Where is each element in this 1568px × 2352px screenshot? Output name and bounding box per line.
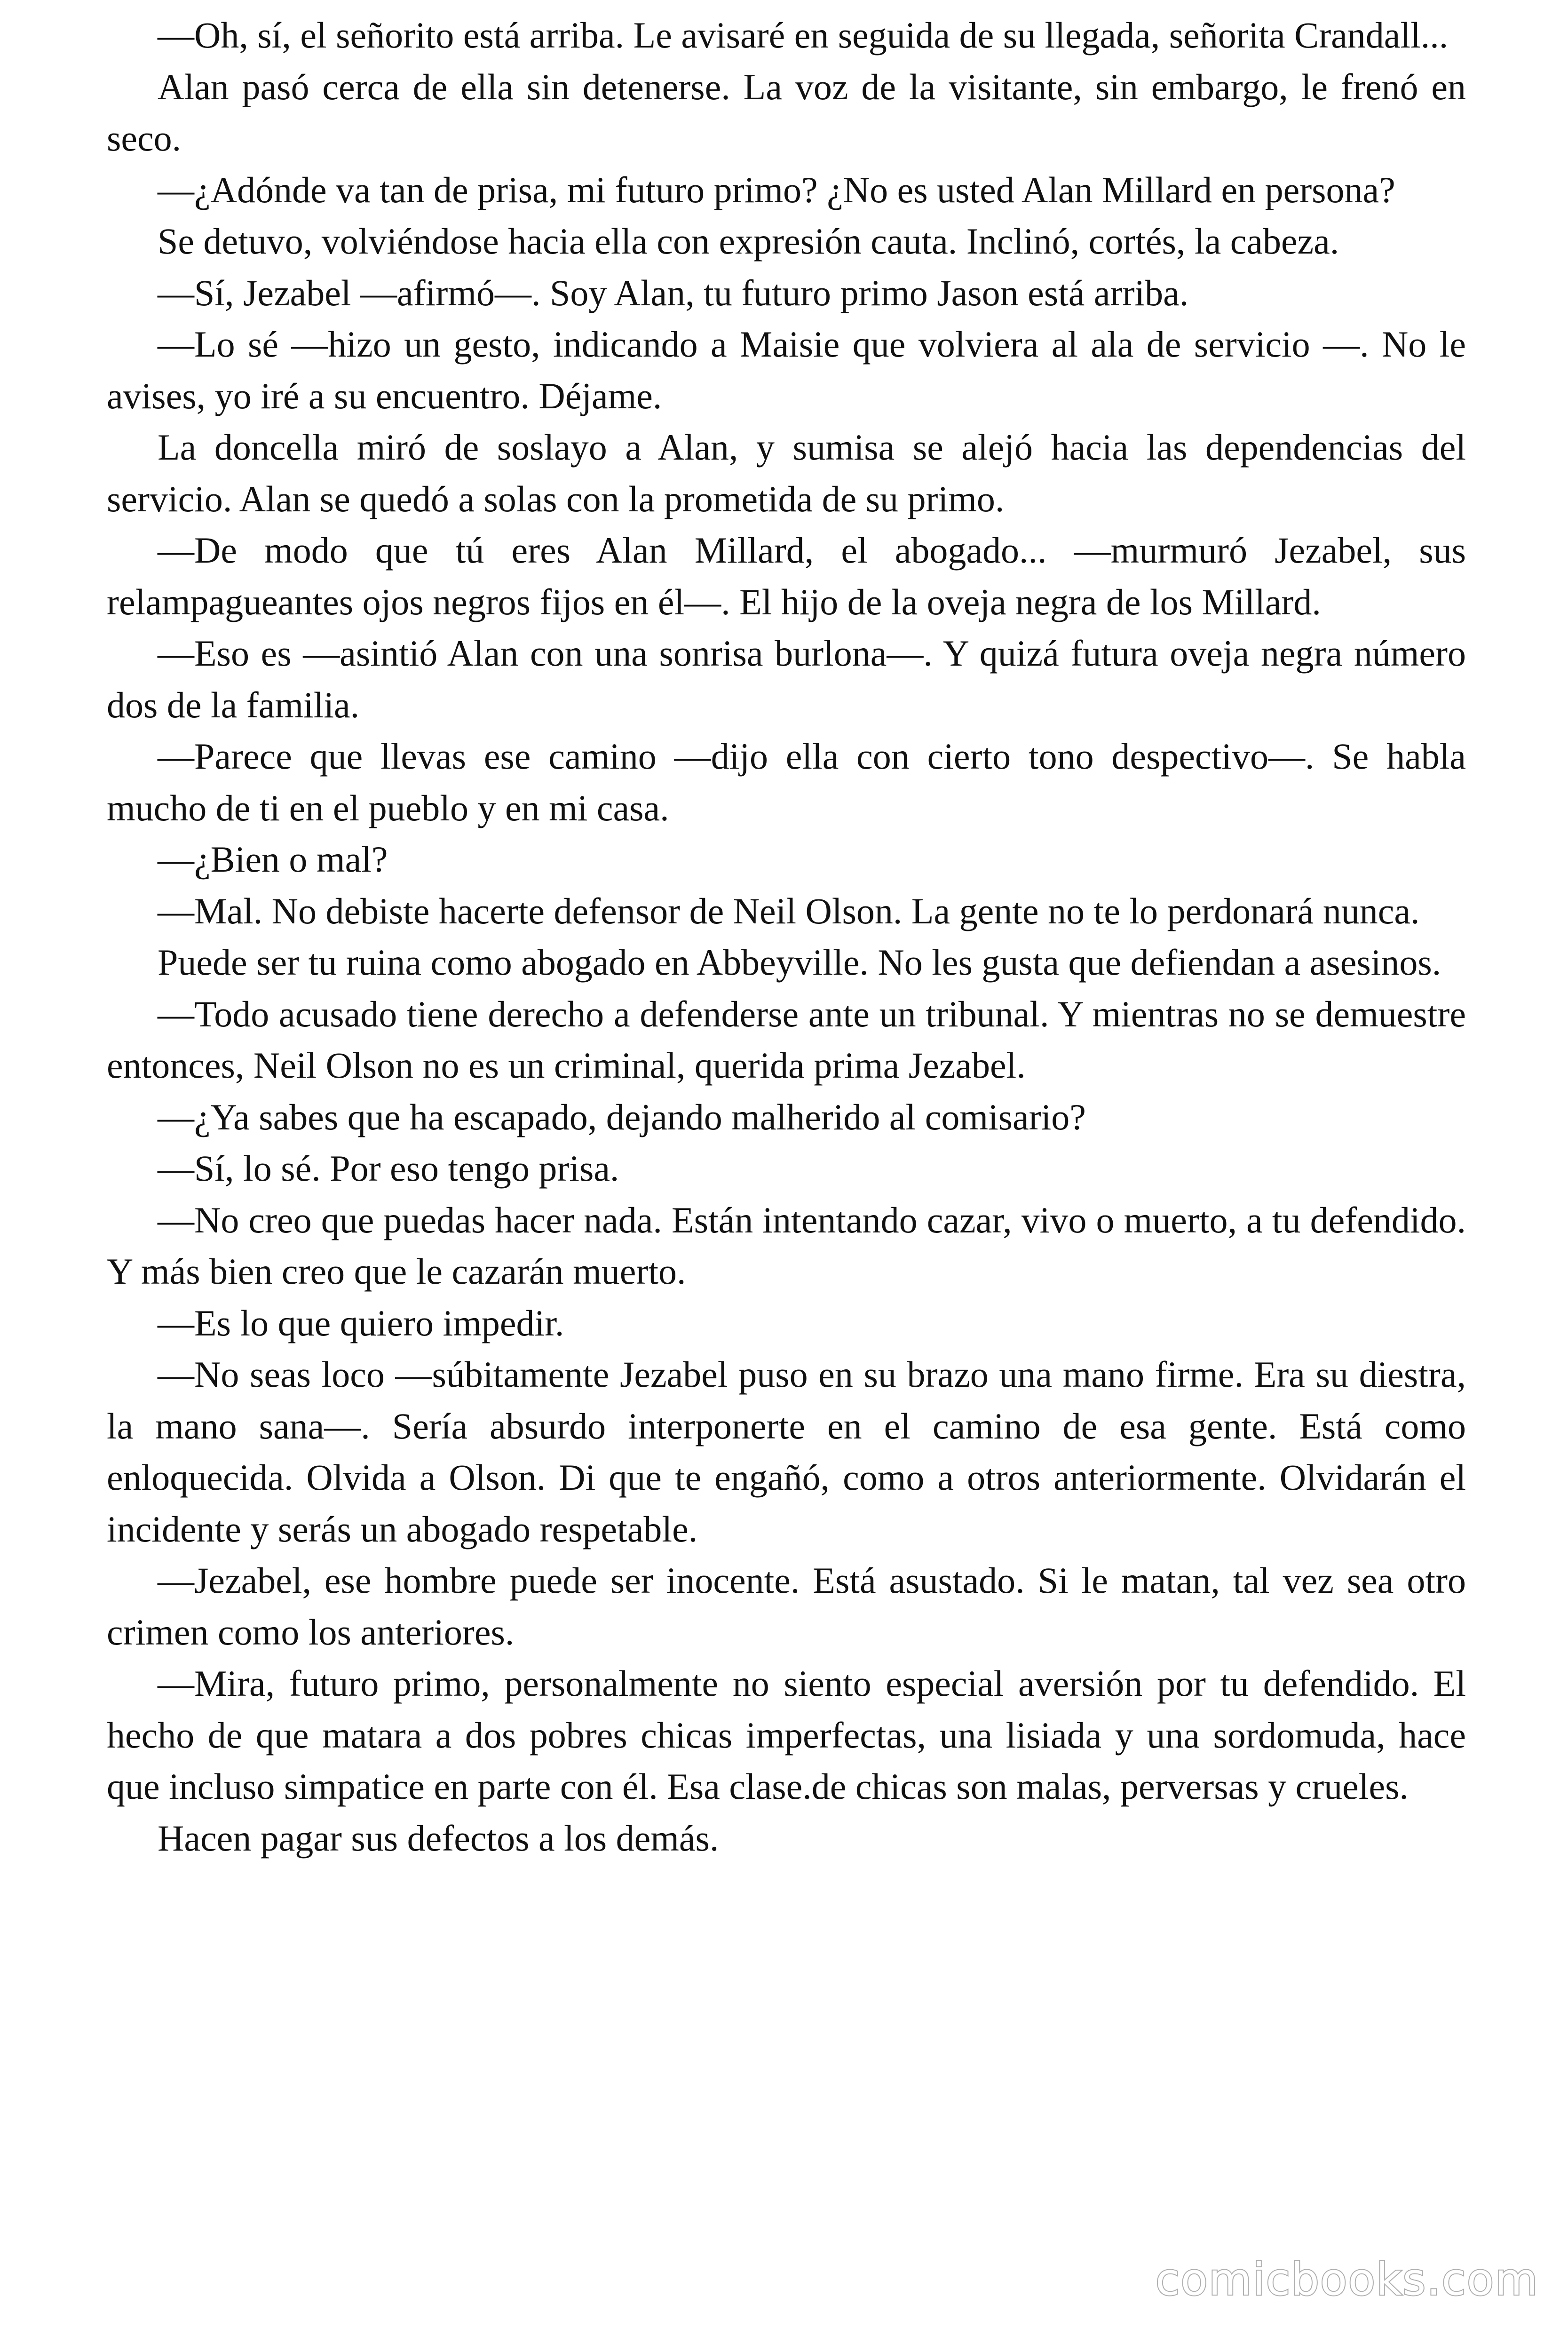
paragraph: —No seas loco —súbitamente Jezabel puso en su brazo una mano firme. Era su diestra, la mano sana—. Sería absurdo interponerte en el camino de esa gente. Está como enloquecida. Olvida a Olson. Di que te engañó, como a otros anteriormente. Olvidarán el incidente y serás un abogado respetable. — [107, 1354, 1466, 1549]
paragraph: —¿Ya sabes que ha escapado, dejando malherido al comisario? — [158, 1096, 1086, 1137]
paragraph: La doncella miró de soslayo a Alan, y sumisa se alejó hacia las dependencias del servicio. Alan se quedó a solas con la prometida de su primo. — [107, 427, 1466, 519]
paragraph: —Parece que llevas ese camino —dijo ella con cierto tono despectivo—. Se habla mucho de ti en el pueblo y en mi casa. — [107, 736, 1466, 828]
paragraph: —¿Bien o mal? — [158, 839, 388, 880]
paragraph: —Mira, futuro primo, personalmente no siento especial aversión por tu defendido. El hecho de que matara a dos pobres chicas imperfectas, una lisiada y una sordomuda, hace que incluso simpatice en parte con él. Esa clase.de chicas son malas, perversas y crueles. — [107, 1663, 1466, 1807]
paragraph: —¿Adónde va tan de prisa, mi futuro primo? ¿No es usted Alan Millard en persona? — [158, 169, 1395, 210]
paragraph: —Mal. No debiste hacerte defensor de Neil Olson. La gente no te lo perdonará nunca. — [158, 890, 1420, 931]
paragraph: —Lo sé —hizo un gesto, indicando a Maisie que volviera al ala de servicio —. No le avises, yo iré a su encuentro. Déjame. — [107, 324, 1466, 416]
paragraph: —Sí, Jezabel —afirmó—. Soy Alan, tu futuro primo Jason está arriba. — [158, 272, 1189, 313]
paragraph: Hacen pagar sus defectos a los demás. — [158, 1817, 719, 1859]
paragraph: —Jezabel, ese hombre puede ser inocente. Está asustado. Si le matan, tal vez sea otro crimen como los anteriores. — [107, 1560, 1466, 1653]
paragraph: —Todo acusado tiene derecho a defenderse ante un tribunal. Y mientras no se demuestre entonces, Neil Olson no es un criminal, querida prima Jezabel. — [107, 993, 1466, 1086]
paragraph: —Eso es —asintió Alan con una sonrisa burlona—. Y quizá futura oveja negra número dos de la familia. — [107, 633, 1466, 725]
watermark-text: comicbooks.com — [1155, 2254, 1539, 2305]
paragraph: —Es lo que quiero impedir. — [158, 1302, 564, 1343]
book-page-text — [107, 9, 1466, 1864]
paragraph: —Oh, sí, el señorito está arriba. Le avisaré en seguida de su llegada, señorita Crandall... — [158, 15, 1449, 56]
paragraph: —Sí, lo sé. Por eso tengo prisa. — [158, 1148, 619, 1189]
paragraph: Puede ser tu ruina como abogado en Abbeyville. No les gusta que defiendan a asesinos. — [158, 942, 1441, 983]
paragraph: —No creo que puedas hacer nada. Están intentando cazar, vivo o muerto, a tu defendido. Y más bien creo que le cazarán muerto. — [107, 1199, 1466, 1292]
paragraph: Alan pasó cerca de ella sin detenerse. La voz de la visitante, sin embargo, le frenó en seco. — [107, 66, 1466, 159]
paragraph: Se detuvo, volviéndose hacia ella con expresión cauta. Inclinó, cortés, la cabeza. — [158, 221, 1339, 262]
paragraph: —De modo que tú eres Alan Millard, el abogado... —murmuró Jezabel, sus relampagueantes ojos negros fijos en él—. El hijo de la oveja negra de los Millard. — [107, 530, 1466, 622]
